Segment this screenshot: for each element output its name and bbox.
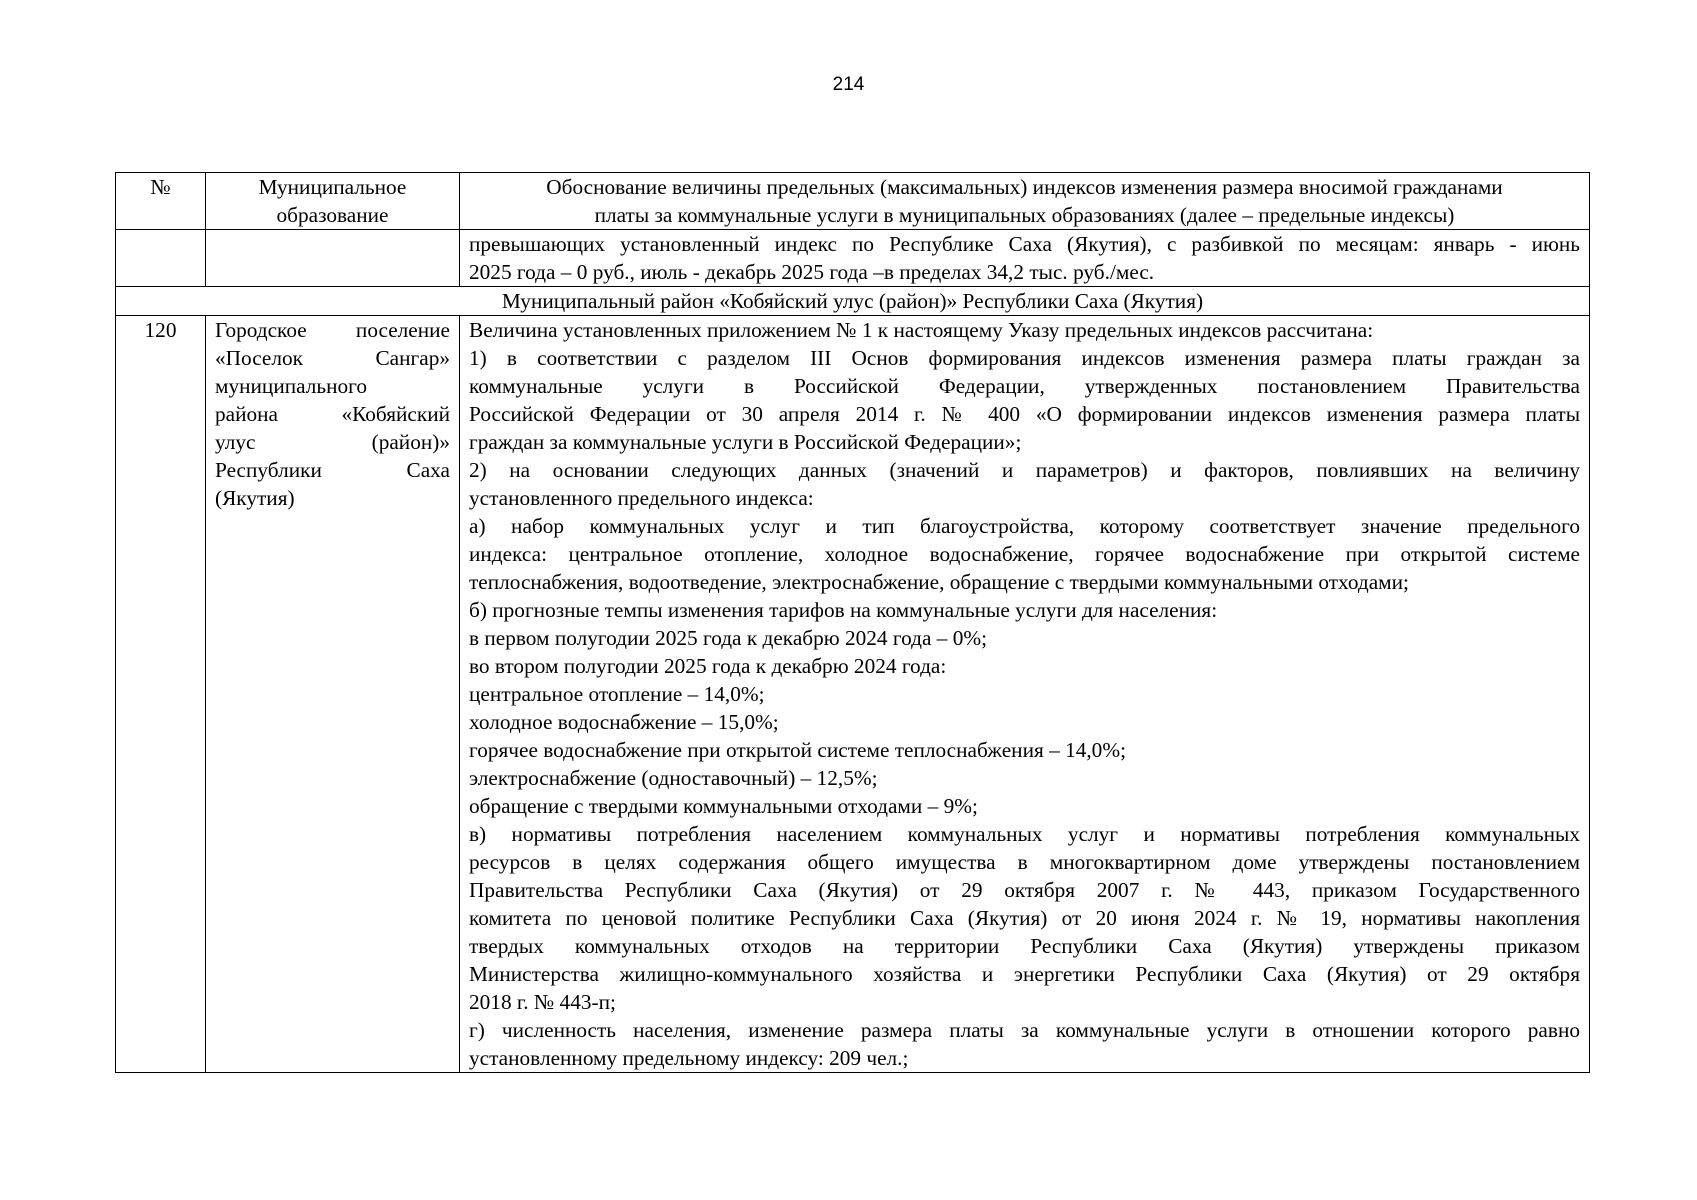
justification-line: Величина установленных приложением № 1 к настоящему Указу предельных индексов рассчитана: (469, 318, 1374, 342)
header-municipality-line: Муниципальное (258, 175, 407, 199)
header-justification (460, 173, 1590, 230)
header-justification-line: Обоснование величины предельных (максимальных) индексов изменения размера вносимой гражданами (546, 175, 1503, 199)
justification-line: горячее водоснабжение при открытой системе теплоснабжения – 14,0%; (469, 738, 1126, 762)
municipality-line: Городское поселение (215, 318, 450, 342)
header-municipality (206, 173, 460, 230)
municipality-line: Республики Саха (215, 458, 450, 482)
justification-line: а) набор коммунальных услуг и тип благоустройства, которому соответствует значение предельного (469, 514, 1580, 538)
header-number-label: № (150, 175, 171, 199)
justification-line: г) численность населения, изменение размера платы за коммунальные услуги в отношении которого равно (469, 1018, 1580, 1042)
justification-line: 1) в соответствии с разделом III Основ формирования индексов изменения размера платы граждан за (469, 346, 1580, 370)
municipality-line: улус (район)» (215, 430, 450, 454)
table-row (116, 316, 1590, 1073)
municipality-line: района «Кобяйский (215, 402, 450, 426)
justification-line: установленного предельного индекса: (469, 486, 814, 510)
table-header-row (116, 173, 1590, 230)
justification-line: холодное водоснабжение – 15,0%; (469, 710, 779, 734)
justification-line: установленному предельному индексу: 209 чел.; (469, 1046, 909, 1070)
header-municipality-line: образование (276, 203, 389, 227)
continuation-row (116, 230, 1590, 287)
page-number: 214 (832, 74, 865, 95)
justification-line: Правительства Республики Саха (Якутия) от 29 октября 2007 г. № 443, приказом Государственного (469, 878, 1580, 902)
header-number (116, 173, 206, 230)
justification-line: обращение с твердыми коммунальными отходами – 9%; (469, 794, 978, 818)
continuation-number-cell (116, 230, 206, 287)
justification-line: индекса: центральное отопление, холодное водоснабжение, горячее водоснабжение при открытой системе (469, 542, 1580, 566)
justification-line: электроснабжение (одноставочный) – 12,5%; (469, 766, 878, 790)
municipality-line: муниципального (215, 374, 367, 398)
continuation-line: 2025 года – 0 руб., июль - декабрь 2025 года –в пределах 34,2 тыс. руб./мес. (469, 260, 1155, 284)
justification-line: в) нормативы потребления населением коммунальных услуг и нормативы потребления коммунальных (469, 822, 1580, 846)
municipality-line: «Поселок Сангар» (215, 346, 450, 370)
justification-line: твердых коммунальных отходов на территории Республики Саха (Якутия) утверждены приказом (469, 934, 1580, 958)
continuation-municipality-cell (206, 230, 460, 287)
justification-line: 2018 г. № 443-п; (469, 990, 616, 1014)
justification-line: теплоснабжения, водоотведение, электроснабжение, обращение с твердыми коммунальными отходами; (469, 570, 1409, 594)
justification-line: 2) на основании следующих данных (значений и параметров) и факторов, повлиявших на величину (469, 458, 1580, 482)
continuation-text-cell (460, 230, 1590, 287)
justification-line: в первом полугодии 2025 года к декабрю 2024 года – 0%; (469, 626, 988, 650)
justification-line: Министерства жилищно-коммунального хозяйства и энергетики Республики Саха (Якутия) от 29 октября (469, 962, 1580, 986)
continuation-line: превышающих установленный индекс по Республике Саха (Якутия), с разбивкой по месяцам: январь - июнь (469, 232, 1580, 256)
indices-table (115, 172, 1590, 1073)
justification-line: во втором полугодии 2025 года к декабрю 2024 года: (469, 654, 947, 678)
justification-line: граждан за коммунальные услуги в Российской Федерации»; (469, 430, 1022, 454)
municipality-line: (Якутия) (215, 486, 295, 510)
justification-line: центральное отопление – 14,0%; (469, 682, 765, 706)
justification-line: б) прогнозные темпы изменения тарифов на коммунальные услуги для населения: (469, 598, 1218, 622)
district-row (116, 287, 1590, 316)
justification-line: ресурсов в целях содержания общего имущества в многоквартирном доме утверждены постановлением (469, 850, 1580, 874)
justification-line: комитета по ценовой политике Республики Саха (Якутия) от 20 июня 2024 г. № 19, нормативы накопления (469, 906, 1580, 930)
justification-line: коммунальные услуги в Российской Федерации, утвержденных постановлением Правительства (469, 374, 1580, 398)
row-municipality (206, 316, 460, 1073)
header-justification-line: платы за коммунальные услуги в муниципальных образованиях (далее – предельные индексы) (594, 203, 1455, 227)
justification-line: Российской Федерации от 30 апреля 2014 г. № 400 «О формировании индексов изменения размера платы (469, 402, 1580, 426)
row-justification (460, 316, 1590, 1073)
district-title: Муниципальный район «Кобяйский улус (район)» Республики Саха (Якутия) (116, 287, 1590, 316)
row-number: 120 (116, 316, 206, 1073)
